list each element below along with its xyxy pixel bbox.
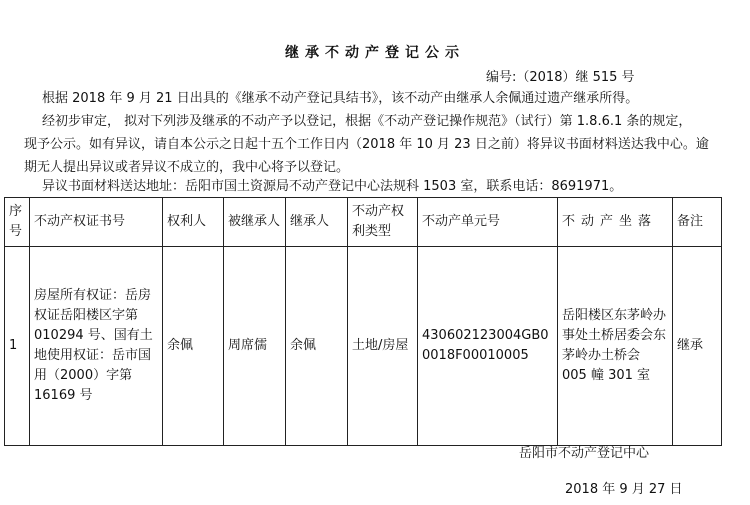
header-remark: 备注 bbox=[673, 198, 722, 247]
paragraph-inheritance-basis: 根据 2018 年 9 月 21 日出具的《继承不动产登记具结书》，该不动产由继承人余佩通过遗产继承所得。 bbox=[42, 91, 639, 106]
header-certificate-no: 不动产权证书号 bbox=[30, 198, 163, 247]
paragraph-review-line-3: 期无人提出异议或者异议不成立的，我中心将予以登记。 bbox=[24, 160, 350, 175]
paragraph-review-line-1: 经初步审定， 拟对下列涉及继承的不动产予以登记，根据《不动产登记操作规范》（试行）第 1.8.6.1 条的规定， bbox=[42, 114, 692, 129]
header-right-type: 不动产权利类型 bbox=[348, 198, 418, 247]
header-heir: 继承人 bbox=[286, 198, 348, 247]
cell-seq: 1 bbox=[5, 247, 30, 446]
paragraph-objection-address: 异议书面材料送达地址：岳阳市国土资源局不动产登记中心法规科 1503 室，联系电话：8691971。 bbox=[42, 179, 623, 194]
table-header-row bbox=[5, 198, 722, 247]
issue-date: 2018 年 9 月 27 日 bbox=[565, 482, 683, 497]
cell-decedent: 周席儒 bbox=[224, 247, 286, 446]
cell-certificate-no: 房屋所有权证：岳房权证岳阳楼区字第 010294 号、国有土地使用权证：岳市国用（2000）字第 16169 号 bbox=[30, 247, 163, 446]
cell-heir: 余佩 bbox=[286, 247, 348, 446]
cell-unit-no: 430602123004GB00018F00010005 bbox=[418, 247, 558, 446]
header-owner: 权利人 bbox=[163, 198, 224, 247]
document-number: 编号:（2018）继 515 号 bbox=[486, 70, 635, 85]
cell-owner: 余佩 bbox=[163, 247, 224, 446]
issuer-name: 岳阳市不动产登记中心 bbox=[519, 446, 650, 461]
paragraph-review-line-2: 现予公示。如有异议，请自本公示之日起十五个工作日内（2018 年 10 月 23 日之前）将异议书面材料送达我中心。逾 bbox=[24, 137, 709, 152]
table-row bbox=[5, 247, 722, 446]
cell-location: 岳阳楼区东茅岭办事处土桥居委会东茅岭办土桥会 005 幢 301 室 bbox=[558, 247, 673, 446]
header-decedent: 被继承人 bbox=[224, 198, 286, 247]
notice-title: 继承不动产登记公示 bbox=[285, 45, 465, 61]
header-seq: 序号 bbox=[5, 198, 30, 247]
cell-right-type: 土地/房屋 bbox=[348, 247, 418, 446]
header-location: 不动产坐落 bbox=[558, 198, 673, 247]
registration-table bbox=[4, 197, 722, 446]
header-unit-no: 不动产单元号 bbox=[418, 198, 558, 247]
cell-remark: 继承 bbox=[673, 247, 722, 446]
